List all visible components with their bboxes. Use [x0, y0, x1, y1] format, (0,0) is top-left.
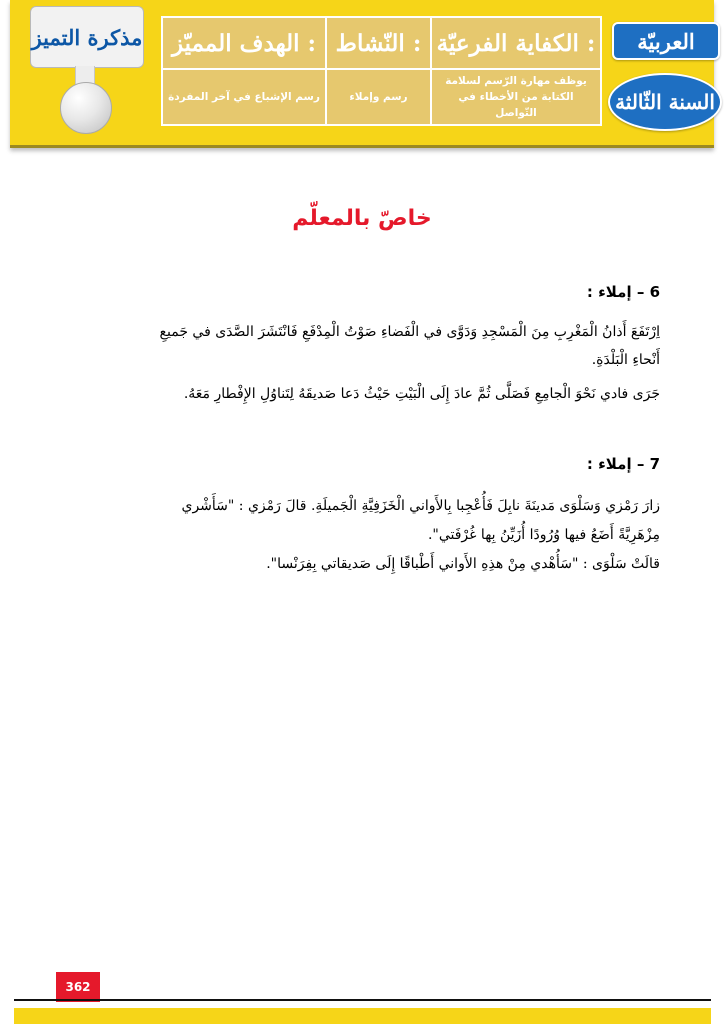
activity-title: النّشاط :: [327, 18, 430, 70]
page-title: خاصّ بالمعلّم: [292, 206, 432, 231]
competency-column: [430, 18, 600, 124]
exercise-7-line-3: قالَتْ سَلْوَى : "سَأُهْدي مِنْ هذِهِ الأَواني أَطْباقًا إِلَى صَديقاتي بِفِرَنْسا".: [266, 556, 660, 572]
lesson-info-box: [161, 16, 602, 126]
activity-column: [325, 18, 430, 124]
exercise-6-line-1: اِرْتَفَعَ أَذانُ الْمَغْرِبِ مِنَ الْمَسْجِدِ وَدَوَّى في الْفَضاءِ صَوْتُ الْمِدْفَعِ فَانْتَشَرَ الصَّدَى في جَميعِ: [159, 324, 660, 340]
footer-bar: [14, 1008, 711, 1024]
exercise-6-text: [100, 318, 660, 408]
exercise-6-line-3: جَرَى فادي نَحْوَ الْجامِعِ فَصَلَّى ثُمَّ عادَ إِلَى الْبَيْتِ حَيْثُ دَعا صَديقَهُ لِتَناوُلِ الإِفْطارِ مَعَهُ.: [183, 386, 660, 402]
memo-label: مذكرة التميز: [31, 24, 143, 50]
competency-text: يوظف مهارة الرّسم لسلامة الكتابة من الأخطاء في التّواصل: [445, 75, 587, 119]
page-number: 362: [56, 972, 100, 1002]
page-header: [10, 0, 714, 148]
exercise-7-line-1: زارَ رَمْزي وَسَلْوَى مَدينَةَ نابِلَ فَأُعْجِبا بِالأَواني الْخَزَفِيَّةِ الْجَميلَةِ. قالَ رَمْزي : "سَأَشْري: [181, 498, 660, 514]
memo-tab: [30, 6, 144, 68]
exercise-6-title: 6 – إملاء :: [586, 283, 660, 301]
subject-badge: العربيّة: [612, 22, 720, 60]
objective-title: الهدف المميّز :: [163, 18, 325, 70]
exercise-7-text: [100, 492, 660, 579]
level-badge: السنة الثّالثة: [608, 73, 722, 131]
objective-text: رسم الإشباع في آخر المفردة: [168, 91, 320, 103]
objective-column: [163, 18, 325, 124]
activity-text: رسم وإملاء: [349, 91, 408, 103]
exercise-7-title: 7 – إملاء :: [586, 455, 660, 473]
memo-ball-graphic: [60, 82, 112, 134]
competency-title: الكفاية الفرعيّة :: [432, 18, 600, 70]
exercise-6-line-2: أَنْحاءِ الْبَلْدَةِ.: [591, 352, 660, 368]
footer-divider: [14, 999, 711, 1001]
exercise-7-line-2: مِزْهَرِيَّةً أَضَعُ فيها وُرُودًا أُزَيِّنُ بِها غُرْفَتي".: [427, 527, 660, 543]
